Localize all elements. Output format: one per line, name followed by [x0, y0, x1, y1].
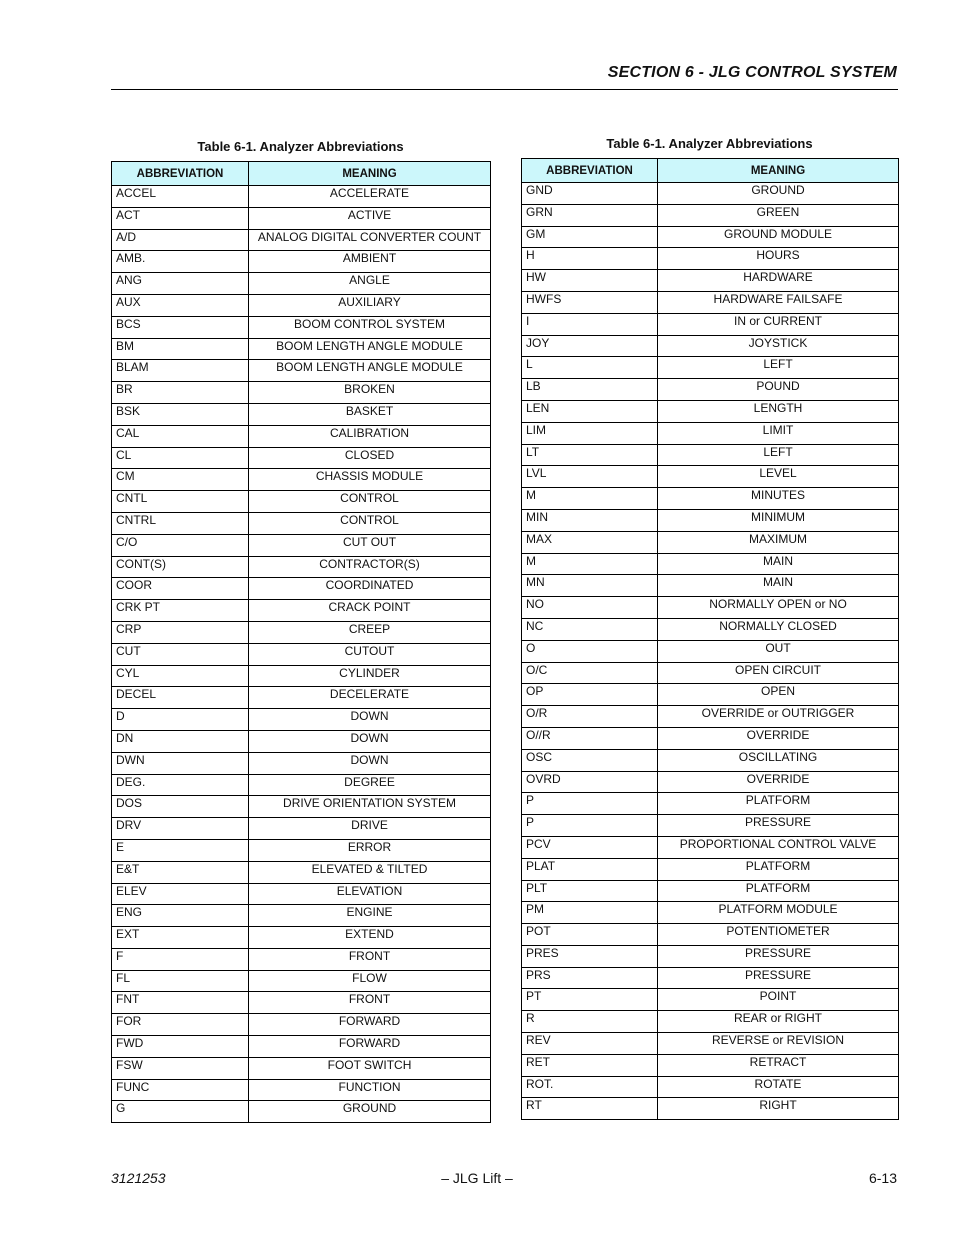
table-row — [522, 422, 899, 444]
table-row — [522, 509, 899, 531]
meaning-cell: CALIBRATION — [249, 425, 491, 447]
column-header-abbreviation: ABBREVIATION — [522, 159, 658, 183]
meaning-cell: OVERRIDE or OUTRIGGER — [658, 706, 899, 728]
meaning-cell: BASKET — [249, 403, 491, 425]
meaning-cell: OPEN — [658, 684, 899, 706]
meaning-cell: ANALOG DIGITAL CONVERTER COUNT — [249, 229, 491, 251]
table-row — [522, 684, 899, 706]
meaning-cell: PROPORTIONAL CONTROL VALVE — [658, 836, 899, 858]
abbreviation-cell: G — [112, 1101, 249, 1123]
table-row — [522, 706, 899, 728]
meaning-cell: AMBIENT — [249, 251, 491, 273]
abbreviation-cell: C/O — [112, 534, 249, 556]
table-row — [112, 709, 491, 731]
meaning-cell: MAIN — [658, 575, 899, 597]
meaning-cell: OUT — [658, 640, 899, 662]
table-row — [112, 905, 491, 927]
meaning-cell: PRESSURE — [658, 945, 899, 967]
meaning-cell: POINT — [658, 989, 899, 1011]
table-row — [522, 989, 899, 1011]
meaning-cell: OVERRIDE — [658, 727, 899, 749]
table-row — [522, 270, 899, 292]
meaning-cell: FUNCTION — [249, 1079, 491, 1101]
table-row — [522, 226, 899, 248]
table-row — [522, 488, 899, 510]
meaning-cell: DOWN — [249, 730, 491, 752]
abbreviation-cell: NC — [522, 618, 658, 640]
meaning-cell: DOWN — [249, 709, 491, 731]
table-row — [522, 531, 899, 553]
meaning-cell: RIGHT — [658, 1098, 899, 1120]
abbreviation-cell: ACT — [112, 207, 249, 229]
meaning-cell: ACCELERATE — [249, 186, 491, 208]
abbreviation-cell: DWN — [112, 752, 249, 774]
abbreviation-cell: A/D — [112, 229, 249, 251]
table-row — [112, 1036, 491, 1058]
abbreviation-cell: ELEV — [112, 883, 249, 905]
table-row — [522, 248, 899, 270]
abbreviation-cell: PCV — [522, 836, 658, 858]
abbreviation-cell: LVL — [522, 466, 658, 488]
table-row — [112, 992, 491, 1014]
abbreviation-cell: CNTRL — [112, 512, 249, 534]
meaning-cell: ERROR — [249, 839, 491, 861]
column-header-meaning: MEANING — [249, 162, 491, 186]
table-row — [522, 597, 899, 619]
abbreviation-cell: D — [112, 709, 249, 731]
meaning-cell: FLOW — [249, 970, 491, 992]
table-row — [112, 752, 491, 774]
table-row — [112, 469, 491, 491]
column-header-meaning: MEANING — [658, 159, 899, 183]
meaning-cell: PLATFORM MODULE — [658, 902, 899, 924]
meaning-cell: CUTOUT — [249, 643, 491, 665]
table-row — [112, 796, 491, 818]
meaning-cell: OPEN CIRCUIT — [658, 662, 899, 684]
abbreviation-cell: POT — [522, 924, 658, 946]
abbreviation-cell: RET — [522, 1054, 658, 1076]
abbreviation-cell: H — [522, 248, 658, 270]
table-row — [112, 229, 491, 251]
abbreviation-cell: OP — [522, 684, 658, 706]
meaning-cell: NORMALLY CLOSED — [658, 618, 899, 640]
abbreviation-cell: PM — [522, 902, 658, 924]
table-row — [112, 883, 491, 905]
abbreviation-cell: CUT — [112, 643, 249, 665]
abbreviation-cell: AMB. — [112, 251, 249, 273]
table-row — [522, 945, 899, 967]
table-row — [522, 313, 899, 335]
abbreviation-cell: PRES — [522, 945, 658, 967]
abbreviation-cell: LB — [522, 379, 658, 401]
table-row — [112, 1079, 491, 1101]
table-row — [112, 1057, 491, 1079]
abbreviation-cell: COOR — [112, 578, 249, 600]
table-row — [112, 425, 491, 447]
meaning-cell: FORWARD — [249, 1014, 491, 1036]
table-row — [112, 491, 491, 513]
table-row — [522, 204, 899, 226]
table-row — [522, 902, 899, 924]
abbreviation-cell: P — [522, 793, 658, 815]
table-row — [112, 687, 491, 709]
abbreviation-cell: CM — [112, 469, 249, 491]
section-title: SECTION 6 - JLG CONTROL SYSTEM — [607, 64, 897, 81]
table-row — [522, 575, 899, 597]
meaning-cell: ROTATE — [658, 1076, 899, 1098]
abbreviation-cell: OSC — [522, 749, 658, 771]
table-row — [522, 967, 899, 989]
meaning-cell: PLATFORM — [658, 858, 899, 880]
table-row — [112, 643, 491, 665]
table-row — [112, 948, 491, 970]
abbreviation-cell: F — [112, 948, 249, 970]
abbreviation-cell: DECEL — [112, 687, 249, 709]
table-row — [522, 749, 899, 771]
meaning-cell: FORWARD — [249, 1036, 491, 1058]
abbreviation-cell: ENG — [112, 905, 249, 927]
abbreviation-cell: BM — [112, 338, 249, 360]
meaning-cell: CUT OUT — [249, 534, 491, 556]
table-row — [522, 662, 899, 684]
table-row — [522, 1076, 899, 1098]
table-row — [522, 618, 899, 640]
table-row — [112, 207, 491, 229]
meaning-cell: MAIN — [658, 553, 899, 575]
abbreviation-cell: CL — [112, 447, 249, 469]
table-row — [112, 665, 491, 687]
footer-brand: – JLG Lift – — [441, 1170, 513, 1186]
meaning-cell: CREEP — [249, 621, 491, 643]
column-header-abbreviation: ABBREVIATION — [112, 162, 249, 186]
table-row — [112, 512, 491, 534]
table-row — [112, 861, 491, 883]
abbreviation-cell: O//R — [522, 727, 658, 749]
meaning-cell: MAXIMUM — [658, 531, 899, 553]
abbreviation-cell: HW — [522, 270, 658, 292]
meaning-cell: AUXILIARY — [249, 294, 491, 316]
abbreviation-cell: ANG — [112, 273, 249, 295]
table-row — [112, 186, 491, 208]
table-row — [522, 335, 899, 357]
meaning-cell: BROKEN — [249, 382, 491, 404]
abbreviation-cell: DRV — [112, 818, 249, 840]
abbreviation-cell: I — [522, 313, 658, 335]
table-row — [522, 466, 899, 488]
abbreviation-cell: DN — [112, 730, 249, 752]
abbreviation-cell: O — [522, 640, 658, 662]
meaning-cell: PLATFORM — [658, 880, 899, 902]
abbreviation-cell: M — [522, 488, 658, 510]
meaning-cell: CONTRACTOR(S) — [249, 556, 491, 578]
table-row — [112, 621, 491, 643]
abbreviation-cell: E&T — [112, 861, 249, 883]
meaning-cell: GREEN — [658, 204, 899, 226]
meaning-cell: DECELERATE — [249, 687, 491, 709]
abbreviation-cell: CNTL — [112, 491, 249, 513]
abbreviation-cell: NO — [522, 597, 658, 619]
table-header-row — [112, 162, 491, 186]
table-row — [112, 251, 491, 273]
meaning-cell: ANGLE — [249, 273, 491, 295]
abbreviation-cell: LEN — [522, 400, 658, 422]
table-row — [112, 578, 491, 600]
meaning-cell: DRIVE — [249, 818, 491, 840]
meaning-cell: BOOM LENGTH ANGLE MODULE — [249, 338, 491, 360]
abbreviation-cell: BSK — [112, 403, 249, 425]
meaning-cell: GROUND — [658, 183, 899, 205]
table-row — [522, 727, 899, 749]
abbreviation-cell: RT — [522, 1098, 658, 1120]
table-row — [522, 771, 899, 793]
table-row — [112, 927, 491, 949]
abbreviation-cell: BR — [112, 382, 249, 404]
meaning-cell: MINUTES — [658, 488, 899, 510]
table-row — [112, 447, 491, 469]
abbreviation-cell: MAX — [522, 531, 658, 553]
page-number: 6-13 — [868, 1170, 897, 1186]
meaning-cell: EXTEND — [249, 927, 491, 949]
meaning-cell: HARDWARE FAILSAFE — [658, 291, 899, 313]
abbreviation-cell: PLAT — [522, 858, 658, 880]
meaning-cell: HOURS — [658, 248, 899, 270]
table-header-row — [522, 159, 899, 183]
abbreviation-cell: FUNC — [112, 1079, 249, 1101]
meaning-cell: BOOM LENGTH ANGLE MODULE — [249, 360, 491, 382]
abbreviation-cell: CRP — [112, 621, 249, 643]
table-row — [112, 839, 491, 861]
table-row — [112, 382, 491, 404]
meaning-cell: PLATFORM — [658, 793, 899, 815]
table-row — [522, 880, 899, 902]
meaning-cell: LEVEL — [658, 466, 899, 488]
table-row — [112, 316, 491, 338]
abbreviation-cell: ACCEL — [112, 186, 249, 208]
meaning-cell: GROUND MODULE — [658, 226, 899, 248]
abbreviation-cell: FOR — [112, 1014, 249, 1036]
table-row — [522, 400, 899, 422]
table-row — [522, 379, 899, 401]
table-row — [522, 553, 899, 575]
table-row — [522, 1033, 899, 1055]
abbreviation-cell: CRK PT — [112, 600, 249, 622]
abbreviation-cell: O/R — [522, 706, 658, 728]
abbreviation-cell: FSW — [112, 1057, 249, 1079]
abbreviation-cell: DOS — [112, 796, 249, 818]
abbreviation-cell: R — [522, 1011, 658, 1033]
header-divider — [111, 89, 898, 90]
abbreviation-cell: PT — [522, 989, 658, 1011]
meaning-cell: HARDWARE — [658, 270, 899, 292]
abbreviation-cell: HWFS — [522, 291, 658, 313]
meaning-cell: CYLINDER — [249, 665, 491, 687]
abbreviation-cell: FL — [112, 970, 249, 992]
table-row — [522, 640, 899, 662]
abbreviation-cell: JOY — [522, 335, 658, 357]
meaning-cell: FRONT — [249, 992, 491, 1014]
abbreviation-cell: AUX — [112, 294, 249, 316]
abbreviation-cell: CYL — [112, 665, 249, 687]
meaning-cell: DEGREE — [249, 774, 491, 796]
table-row — [522, 291, 899, 313]
meaning-cell: PRESSURE — [658, 815, 899, 837]
abbreviation-cell: GM — [522, 226, 658, 248]
abbreviation-cell: CAL — [112, 425, 249, 447]
abbreviation-cell: M — [522, 553, 658, 575]
table-row — [112, 970, 491, 992]
abbreviation-cell: FWD — [112, 1036, 249, 1058]
abbreviation-cell: DEG. — [112, 774, 249, 796]
abbreviations-table-left — [111, 161, 491, 1123]
table-row — [522, 815, 899, 837]
table-row — [112, 600, 491, 622]
meaning-cell: CHASSIS MODULE — [249, 469, 491, 491]
table-row — [112, 1014, 491, 1036]
table-row — [522, 357, 899, 379]
table-row — [112, 338, 491, 360]
abbreviation-cell: LT — [522, 444, 658, 466]
abbreviation-cell: O/C — [522, 662, 658, 684]
meaning-cell: BOOM CONTROL SYSTEM — [249, 316, 491, 338]
table-row — [522, 444, 899, 466]
meaning-cell: CLOSED — [249, 447, 491, 469]
meaning-cell: CONTROL — [249, 512, 491, 534]
abbreviation-cell: E — [112, 839, 249, 861]
table-row — [522, 1098, 899, 1120]
meaning-cell: MINIMUM — [658, 509, 899, 531]
meaning-cell: ENGINE — [249, 905, 491, 927]
table-caption-right: Table 6-1. Analyzer Abbreviations — [606, 136, 813, 151]
table-row — [112, 534, 491, 556]
meaning-cell: ELEVATED & TILTED — [249, 861, 491, 883]
abbreviation-cell: L — [522, 357, 658, 379]
abbreviation-cell: MIN — [522, 509, 658, 531]
meaning-cell: CRACK POINT — [249, 600, 491, 622]
meaning-cell: LEFT — [658, 444, 899, 466]
meaning-cell: RETRACT — [658, 1054, 899, 1076]
meaning-cell: CONTROL — [249, 491, 491, 513]
table-row — [522, 836, 899, 858]
meaning-cell: OSCILLATING — [658, 749, 899, 771]
meaning-cell: REVERSE or REVISION — [658, 1033, 899, 1055]
table-row — [112, 403, 491, 425]
meaning-cell: ACTIVE — [249, 207, 491, 229]
meaning-cell: OVERRIDE — [658, 771, 899, 793]
table-row — [112, 360, 491, 382]
meaning-cell: POTENTIOMETER — [658, 924, 899, 946]
meaning-cell: POUND — [658, 379, 899, 401]
abbreviation-cell: EXT — [112, 927, 249, 949]
document-number: 3121253 — [111, 1170, 166, 1186]
abbreviation-cell: REV — [522, 1033, 658, 1055]
abbreviation-cell: PRS — [522, 967, 658, 989]
meaning-cell: COORDINATED — [249, 578, 491, 600]
abbreviation-cell: MN — [522, 575, 658, 597]
table-row — [112, 294, 491, 316]
table-caption-left: Table 6-1. Analyzer Abbreviations — [197, 139, 404, 154]
table-row — [112, 818, 491, 840]
abbreviation-cell: GND — [522, 183, 658, 205]
table-row — [522, 858, 899, 880]
meaning-cell: IN or CURRENT — [658, 313, 899, 335]
meaning-cell: PRESSURE — [658, 967, 899, 989]
table-row — [522, 793, 899, 815]
meaning-cell: LENGTH — [658, 400, 899, 422]
meaning-cell: FOOT SWITCH — [249, 1057, 491, 1079]
table-row — [522, 183, 899, 205]
table-row — [522, 924, 899, 946]
abbreviation-cell: BLAM — [112, 360, 249, 382]
table-row — [112, 1101, 491, 1123]
abbreviation-cell: FNT — [112, 992, 249, 1014]
meaning-cell: REAR or RIGHT — [658, 1011, 899, 1033]
meaning-cell: FRONT — [249, 948, 491, 970]
meaning-cell: JOYSTICK — [658, 335, 899, 357]
meaning-cell: ELEVATION — [249, 883, 491, 905]
meaning-cell: GROUND — [249, 1101, 491, 1123]
table-row — [112, 774, 491, 796]
abbreviation-cell: CONT(S) — [112, 556, 249, 578]
abbreviation-cell: OVRD — [522, 771, 658, 793]
meaning-cell: NORMALLY OPEN or NO — [658, 597, 899, 619]
abbreviation-cell: P — [522, 815, 658, 837]
abbreviation-cell: BCS — [112, 316, 249, 338]
table-row — [112, 730, 491, 752]
abbreviations-table-right — [521, 158, 899, 1120]
abbreviation-cell: LIM — [522, 422, 658, 444]
meaning-cell: LEFT — [658, 357, 899, 379]
abbreviation-cell: ROT. — [522, 1076, 658, 1098]
meaning-cell: DRIVE ORIENTATION SYSTEM — [249, 796, 491, 818]
meaning-cell: DOWN — [249, 752, 491, 774]
table-row — [522, 1011, 899, 1033]
table-row — [112, 556, 491, 578]
meaning-cell: LIMIT — [658, 422, 899, 444]
table-row — [522, 1054, 899, 1076]
table-row — [112, 273, 491, 295]
abbreviation-cell: PLT — [522, 880, 658, 902]
abbreviation-cell: GRN — [522, 204, 658, 226]
